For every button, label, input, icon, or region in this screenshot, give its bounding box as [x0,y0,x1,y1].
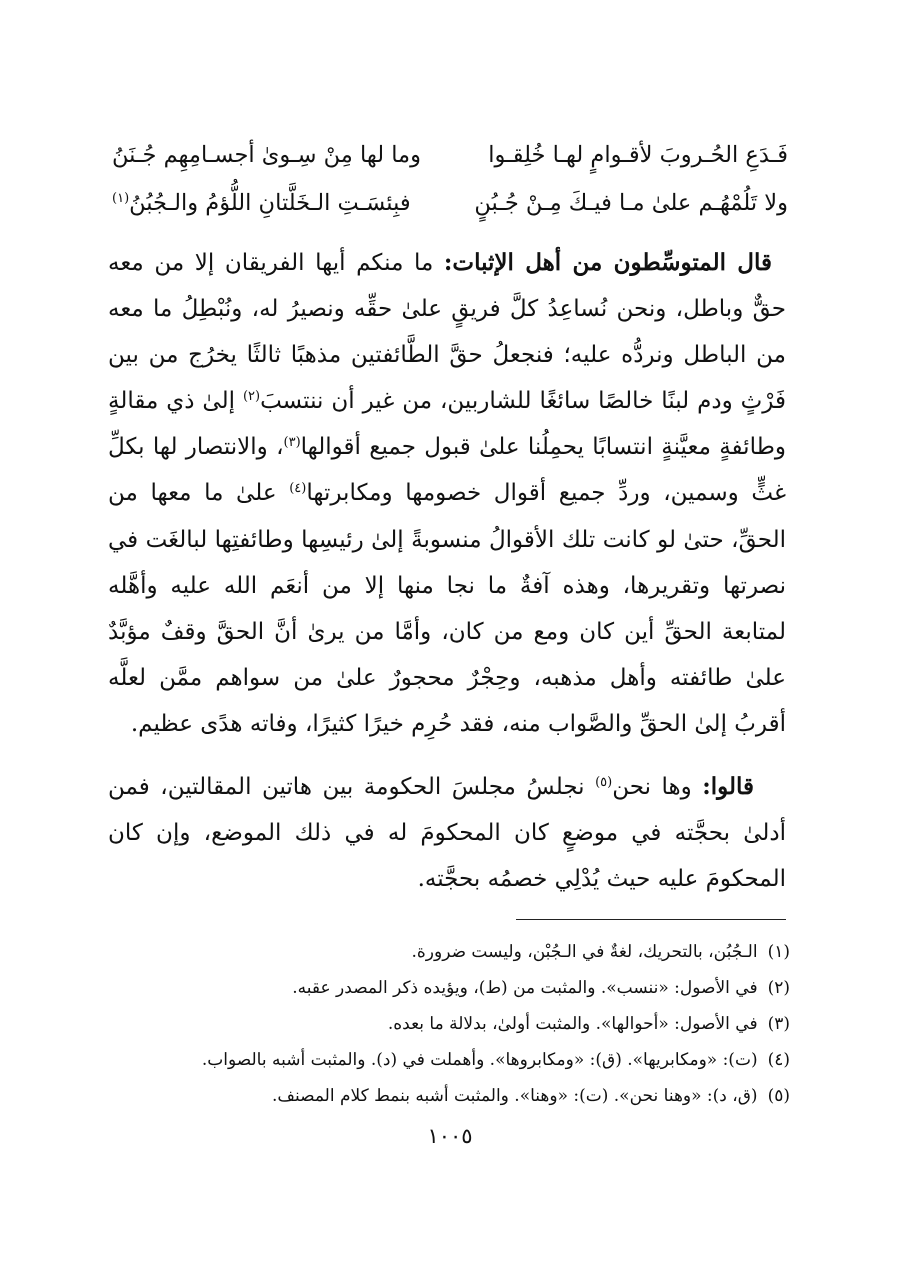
paragraph-text: ، والانتصار لها بكلِّ غثٍّ وسمين، وردِّ جميع أقوال خصومها ومكابرتها [108,434,786,507]
footnote [100,970,790,1006]
footnote-ref: (٢) [242,389,261,405]
poem-verse [112,181,788,229]
poem-block [112,133,788,229]
footnote [100,1042,790,1078]
verse-first-hemistich: ولا تَلُمْهُـم علىٰ مـا فيـكَ مِـنْ جُـبُنٍ [474,190,788,216]
verse-first-hemistich: فَـدَعِ الحُـروبَ لأقـوامٍ لهـا خُلِقـوا [488,142,788,168]
paragraph-lead: قالوا: [702,773,755,800]
footnote-text: الـجُبُن، بالتحريك، لغةٌ في الـجُبْن، وليست ضرورة. [411,942,758,962]
footnote-text: في الأصول: «ننسب». والمثبت من (ط)، ويؤيده ذكر المصدر عقبه. [292,978,758,998]
paragraph-text: نجلسُ مجلسَ الحكومة بين هاتين المقالتين، فمن أدلىٰ بحجَّته في موضعٍ كان المحكومَ له في ذلك الموضع، وإن كان المحكومَ عليه حيث يُدْلِي خصمُه بحجَّته. [108,774,787,893]
footnote-ref: (٤) [289,481,307,497]
footnotes [100,934,790,1114]
paragraph-text: ما منكم أيها الفريقان إلا من معه حقٌّ وباطل، ونحن نُساعِدُ كلَّ فريقٍ علىٰ حقِّه ونصيرُ له، ونُبْطِلُ ما معه من الباطل ونردُّه عليه؛ فنجعلُ حقَّ الطَّائفتين مذهبًا ثالثًا يخرُج من بين فَرْثٍ ودم لبنًا خالصًا سائغًا للشاربين، من غير أن ننتسبَ [108,250,786,415]
verse-second-hemistich [112,133,421,177]
footnote-divider [516,919,786,920]
footnote [100,1006,790,1042]
footnote-text: في الأصول: «أحوالها». والمثبت أولىٰ، بدلالة ما بعده. [387,1014,758,1034]
footnote [100,934,790,970]
paragraph-text: وها نحن [612,774,703,800]
footnote-ref: (٣) [283,435,301,451]
footnote-number: (٤) [767,1050,790,1070]
paragraph-judgment [108,764,786,902]
verse-text: وما لها مِنْ سِـوىٰ أجسـامِهِم جُـنَنُ [112,142,421,168]
poem-verse [112,133,788,181]
paragraph-lead: قال المتوسِّطون من أهل الإثبات: [443,249,772,276]
footnote-number: (٣) [767,1014,790,1034]
footnote-text: (ت): «ومكابريها». (ق): «ومكابروها». وأهملت في (د). والمثبت أشبه بالصواب. [201,1050,758,1070]
page-number: ١٠٠٥ [427,1124,473,1148]
paragraph-text: إلىٰ ذي مقالةٍ وطائفةٍ معيَّنةٍ انتسابًا يحمِلُنا علىٰ قبول جميع أقوالها [108,388,787,461]
footnote-number: (١) [767,942,790,962]
verse-second-hemistich [112,181,411,225]
footnote-ref: (٥) [595,775,613,790]
footnote-text: (ق، د): «وهنا نحن». (ت): «وهنا». والمثبت أشبه بنمط كلام المصنف. [271,1086,758,1106]
paragraph-text: علىٰ ما معها من الحقِّ، حتىٰ لو كانت تلك الأقوالُ منسوبةً إلىٰ رئيسِها وطائفتِها لبالغَت في نصرتها وتقريرها، وهذه آفةٌ ما نجا منها إلا من أنعَم الله عليه وأهَّله لمتابعة الحقِّ أين كان ومع من كان، وأمَّا من يرىٰ أنَّ الحقَّ وقفٌ مؤبَّدٌ علىٰ طائفته وأهل مذهبه، وحِجْرٌ محجورٌ علىٰ من سواهم ممَّن لعلَّه أقربُ إلىٰ الحقِّ والصَّواب منه، فقد حُرِم خيرًا كثيرًا، وفاته هدًى عظيم. [108,480,786,737]
paragraph-middle-position [108,240,786,747]
footnote-number: (٢) [767,978,790,998]
verse-text: فبِئسَـتِ الـخَلَّتانِ اللُّؤمُ والـجُبُنُ [129,190,411,216]
footnote-ref: (١) [112,191,130,206]
footnote-number: (٥) [767,1086,790,1106]
footnote [100,1078,790,1114]
